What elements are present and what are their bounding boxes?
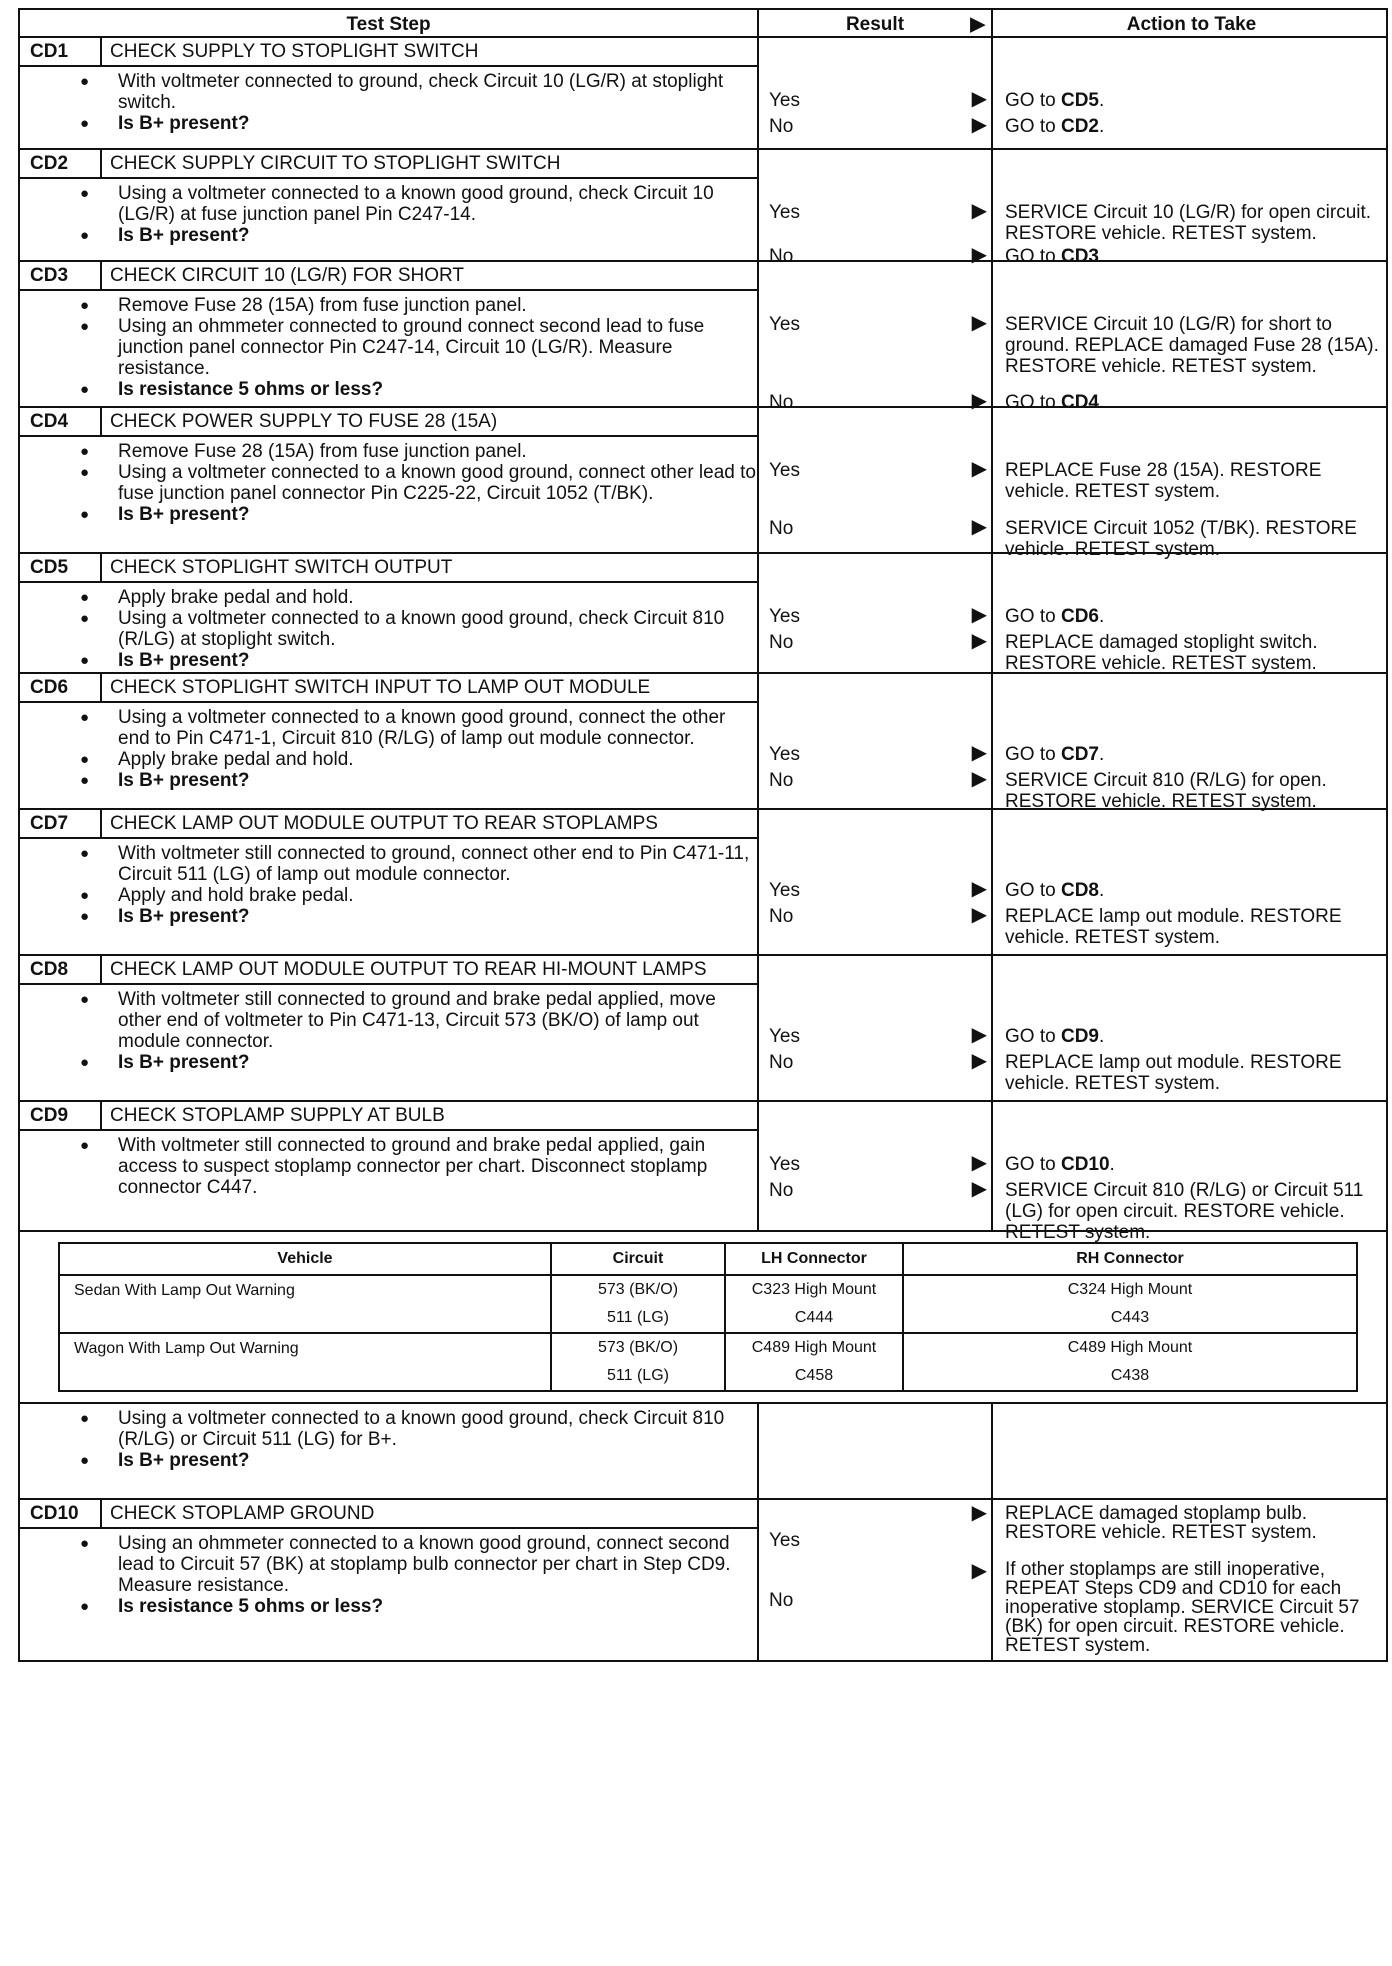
step-action-col bbox=[993, 150, 1390, 267]
step-bullets bbox=[20, 583, 757, 673]
circuit-cell bbox=[551, 1275, 725, 1333]
lh-connector-cell bbox=[725, 1275, 903, 1333]
rh-connector-cell bbox=[903, 1275, 1357, 1333]
arrow-icon: ▶ bbox=[971, 604, 987, 626]
arrow-icon: ▶ bbox=[971, 114, 987, 136]
action-post: . bbox=[1098, 606, 1105, 627]
action-text bbox=[1005, 90, 1384, 111]
bullet-question: ● Is resistance 5 ohms or less? bbox=[80, 1596, 757, 1617]
rh-connector-cell-line: C438 bbox=[1110, 1367, 1150, 1384]
step-text-col bbox=[20, 408, 759, 552]
action-text bbox=[1005, 906, 1384, 948]
action-text bbox=[1005, 116, 1384, 137]
step-id: CD5 bbox=[20, 554, 102, 581]
step-result-col bbox=[759, 554, 993, 673]
result-yes: Yes bbox=[769, 880, 800, 901]
step-result-col bbox=[759, 1500, 993, 1660]
step-title-row bbox=[20, 674, 757, 703]
step-id: CD7 bbox=[20, 810, 102, 837]
step-text-col bbox=[20, 150, 759, 260]
step-action-col bbox=[993, 956, 1390, 1100]
action-step-ref: CD3 bbox=[1060, 246, 1099, 267]
arrow-icon: ▶ bbox=[971, 1502, 987, 1524]
bullet-item: ● Using a voltmeter connected to a known good ground, check Circuit 810 (R/LG) at stoplight switch. bbox=[80, 608, 757, 650]
step-id: CD10 bbox=[20, 1500, 102, 1527]
action-text: If other stoplamps are still inoperative, REPEAT Steps CD9 and CD10 for each inoperative stoplamp. SERVICE Circuit 57 (BK) for open circuit. RESTORE vehicle. RETEST system. bbox=[1005, 1559, 1360, 1656]
arrow-icon: ▶ bbox=[971, 878, 987, 900]
result-yes: Yes bbox=[769, 460, 800, 481]
action-post: . bbox=[1098, 392, 1105, 413]
result-no: No bbox=[769, 1052, 794, 1073]
bullet-item: ● Using a voltmeter connected to a known good ground, connect other lead to fuse junction panel connector Pin C225-22, Circuit 1052 (T/BK). bbox=[80, 462, 757, 504]
arrow-icon: ▶ bbox=[971, 458, 987, 480]
bullet-question: ● Is B+ present? bbox=[80, 906, 757, 927]
step-action-col bbox=[993, 674, 1390, 812]
arrow-icon: ▶ bbox=[971, 630, 987, 652]
result-yes: Yes bbox=[769, 90, 800, 111]
cd9-cont-result-col bbox=[759, 1404, 993, 1498]
step-id: CD9 bbox=[20, 1102, 102, 1129]
action-pre: GO to bbox=[1005, 392, 1061, 413]
bullet-item: ● Using a voltmeter connected to a known good ground, check Circuit 10 (LG/R) at fuse junction panel Pin C247-14. bbox=[80, 183, 757, 225]
action-post: . bbox=[1098, 90, 1105, 111]
step-bullets bbox=[20, 1131, 757, 1200]
step-bullets bbox=[20, 985, 757, 1075]
action-text bbox=[1005, 606, 1384, 627]
action-pre: REPLACE lamp out module. RESTORE vehicle. RETEST system. bbox=[1005, 1052, 1342, 1094]
step-action-col bbox=[993, 408, 1390, 560]
action-post: . bbox=[1098, 246, 1105, 267]
step-title-row bbox=[20, 1102, 757, 1131]
action-text bbox=[1005, 1052, 1384, 1094]
arrow-icon: ▶ bbox=[971, 1024, 987, 1046]
result-yes: Yes bbox=[769, 606, 800, 627]
bullet-item: ● Using an ohmmeter connected to ground connect second lead to fuse junction panel connector Pin C247-14, Circuit 10 (LG/R). Measure resistance. bbox=[80, 316, 757, 379]
lh-connector-cell-line: C444 bbox=[794, 1309, 834, 1326]
result-no: No bbox=[769, 1180, 794, 1201]
step-result-col bbox=[759, 810, 993, 954]
arrow-icon: ▶ bbox=[971, 1152, 987, 1174]
action-text: REPLACE damaged stoplamp bulb. RESTORE vehicle. RETEST system. bbox=[1005, 1503, 1317, 1543]
action-post: . bbox=[1098, 880, 1105, 901]
lh-connector-cell bbox=[725, 1333, 903, 1391]
action-step-ref: CD8 bbox=[1060, 880, 1099, 901]
table-header bbox=[18, 8, 1388, 38]
step-cd10-wrapper bbox=[18, 1500, 1388, 1662]
vehicle-table-section bbox=[18, 1232, 1388, 1404]
header-action: Action to Take bbox=[1126, 14, 1257, 35]
result-yes: Yes bbox=[769, 1026, 800, 1047]
action-pre: SERVICE Circuit 810 (R/LG) or Circuit 511 (LG) for open circuit. RESTORE vehicle. RETEST system. bbox=[1005, 1180, 1364, 1243]
step-title-row bbox=[20, 38, 757, 67]
bullet-item: ● Using a voltmeter connected to a known good ground, connect the other end to Pin C471-1, Circuit 810 (R/LG) of lamp out module connector. bbox=[80, 707, 757, 749]
bullet-item: ● Apply brake pedal and hold. bbox=[80, 749, 757, 770]
step-title: CHECK POWER SUPPLY TO FUSE 28 (15A) bbox=[110, 411, 498, 432]
bullet-question: ● Is B+ present? bbox=[80, 113, 757, 134]
step-title: CHECK STOPLAMP SUPPLY AT BULB bbox=[110, 1105, 445, 1126]
step-id: CD8 bbox=[20, 956, 102, 983]
action-step-ref: CD2 bbox=[1060, 116, 1099, 137]
action-step-ref: CD7 bbox=[1060, 744, 1099, 765]
bullet-item: ● With voltmeter connected to ground, check Circuit 10 (LG/R) at stoplight switch. bbox=[80, 71, 757, 113]
vehicle-table-header-row bbox=[59, 1243, 1357, 1275]
action-pre: SERVICE Circuit 810 (R/LG) for open. RESTORE vehicle. RETEST system. bbox=[1005, 770, 1327, 812]
result-no: No bbox=[769, 518, 794, 539]
step-result-col bbox=[759, 674, 993, 808]
step-title: CHECK SUPPLY CIRCUIT TO STOPLIGHT SWITCH bbox=[110, 153, 561, 174]
step-action-col bbox=[993, 262, 1390, 413]
action-pre: REPLACE lamp out module. RESTORE vehicle. RETEST system. bbox=[1005, 906, 1342, 948]
step-title-row bbox=[20, 810, 757, 839]
step-text-col bbox=[20, 262, 759, 406]
step-id: CD2 bbox=[20, 150, 102, 177]
circuit-cell-line: 511 (LG) bbox=[607, 1367, 669, 1384]
step-title: CHECK LAMP OUT MODULE OUTPUT TO REAR HI-MOUNT LAMPS bbox=[110, 959, 707, 980]
step-result-col bbox=[759, 38, 993, 148]
step-title: CHECK STOPLAMP GROUND bbox=[110, 1503, 375, 1524]
action-pre: SERVICE Circuit 10 (LG/R) for short to ground. REPLACE damaged Fuse 28 (15A). RESTORE vehicle. RETEST system. bbox=[1005, 314, 1379, 377]
table-row bbox=[59, 1333, 1357, 1391]
step-result-col bbox=[759, 408, 993, 552]
vehicle-name: Wagon With Lamp Out Warning bbox=[59, 1333, 551, 1391]
action-step-ref: CD5 bbox=[1060, 90, 1099, 111]
steps-container bbox=[18, 38, 1388, 1243]
circuit-cell bbox=[551, 1333, 725, 1391]
rh-connector-cell-line: C324 High Mount bbox=[1067, 1281, 1193, 1298]
step-id: CD6 bbox=[20, 674, 102, 701]
vehicle-table-body bbox=[59, 1275, 1357, 1391]
action-text bbox=[1005, 744, 1384, 765]
step-text-col bbox=[20, 38, 759, 148]
action-text bbox=[1005, 314, 1384, 377]
step-title: CHECK STOPLIGHT SWITCH INPUT TO LAMP OUT MODULE bbox=[110, 677, 651, 698]
action-pre: GO to bbox=[1005, 744, 1061, 765]
rh-connector-cell-line: C443 bbox=[1110, 1309, 1150, 1326]
bullet-question: ● Is B+ present? bbox=[80, 504, 757, 525]
result-no: No bbox=[769, 246, 794, 267]
step-action-col bbox=[993, 1102, 1390, 1243]
action-text bbox=[1005, 880, 1384, 901]
action-text bbox=[1005, 1180, 1384, 1243]
bullet-item: ● Apply and hold brake pedal. bbox=[80, 885, 757, 906]
step-cd8 bbox=[18, 956, 1388, 1102]
rh-connector-cell-line: C489 High Mount bbox=[1067, 1339, 1193, 1356]
action-text bbox=[1005, 460, 1384, 502]
col-rh-header: RH Connector bbox=[903, 1243, 1357, 1275]
step-title-row bbox=[20, 956, 757, 985]
step-result-col bbox=[759, 150, 993, 267]
bullet-question: ● Is B+ present? bbox=[80, 650, 757, 671]
step-bullets bbox=[20, 703, 757, 793]
circuit-cell-line: 573 (BK/O) bbox=[597, 1339, 679, 1356]
step-id: CD1 bbox=[20, 38, 102, 65]
step-cd4 bbox=[18, 408, 1388, 560]
arrow-icon: ▶ bbox=[970, 14, 985, 35]
action-pre: SERVICE Circuit 10 (LG/R) for open circuit. RESTORE vehicle. RETEST system. bbox=[1005, 202, 1372, 244]
step-bullets bbox=[20, 1529, 757, 1619]
step-text-col bbox=[20, 554, 759, 673]
step-action-col bbox=[993, 554, 1390, 673]
action-pre: SERVICE Circuit 1052 (T/BK). RESTORE vehicle. RETEST system. bbox=[1005, 518, 1357, 560]
action-pre: GO to bbox=[1005, 246, 1061, 267]
step-cd3 bbox=[18, 262, 1388, 413]
step-text-col bbox=[20, 1102, 759, 1230]
step-cd10 bbox=[18, 1500, 1388, 1662]
arrow-icon: ▶ bbox=[971, 244, 987, 266]
action-pre: GO to bbox=[1005, 1154, 1061, 1175]
circuit-cell-line: 511 (LG) bbox=[607, 1309, 669, 1326]
arrow-icon: ▶ bbox=[971, 88, 987, 110]
step-action-col bbox=[993, 1500, 1390, 1660]
step-title-row bbox=[20, 262, 757, 291]
step-bullets bbox=[20, 67, 757, 136]
step-action-col bbox=[993, 810, 1390, 954]
step-cd2 bbox=[18, 150, 1388, 267]
step-text-col bbox=[20, 810, 759, 954]
result-yes: Yes bbox=[769, 1154, 800, 1175]
action-pre: GO to bbox=[1005, 90, 1061, 111]
step-title: CHECK STOPLIGHT SWITCH OUTPUT bbox=[110, 557, 453, 578]
step-title-row bbox=[20, 554, 757, 583]
action-pre: GO to bbox=[1005, 1026, 1061, 1047]
arrow-icon: ▶ bbox=[971, 768, 987, 790]
result-no: No bbox=[769, 770, 794, 791]
bullet-item: ● With voltmeter still connected to ground, connect other end to Pin C471-11, Circuit 511 (LG) of lamp out module connector. bbox=[80, 843, 757, 885]
step-action-col bbox=[993, 38, 1390, 148]
header-test-step: Test Step bbox=[20, 10, 759, 40]
step-title-row bbox=[20, 150, 757, 179]
cd9-cont-bullets bbox=[20, 1404, 757, 1473]
step-cd1 bbox=[18, 38, 1388, 150]
result-no: No bbox=[769, 392, 794, 413]
action-step-ref: CD6 bbox=[1060, 606, 1099, 627]
action-post: . bbox=[1109, 1154, 1115, 1175]
lh-connector-cell-line: C458 bbox=[794, 1367, 834, 1384]
bullet-question: ● Is resistance 5 ohms or less? bbox=[80, 379, 757, 400]
step-bullets bbox=[20, 839, 757, 929]
action-text bbox=[1005, 770, 1384, 812]
arrow-icon: ▶ bbox=[971, 390, 987, 412]
arrow-icon: ▶ bbox=[971, 1050, 987, 1072]
step-title: CHECK LAMP OUT MODULE OUTPUT TO REAR STOPLAMPS bbox=[110, 813, 658, 834]
result-yes: Yes bbox=[769, 1530, 800, 1551]
diagnostic-chart bbox=[18, 8, 1388, 1662]
rh-connector-cell bbox=[903, 1333, 1357, 1391]
step-result-col bbox=[759, 956, 993, 1100]
action-post: . bbox=[1098, 744, 1105, 765]
result-no: No bbox=[769, 906, 794, 927]
step-cd9-continued bbox=[18, 1404, 1388, 1500]
arrow-icon: ▶ bbox=[971, 1560, 987, 1582]
action-pre: GO to bbox=[1005, 116, 1061, 137]
col-vehicle-header: Vehicle bbox=[59, 1243, 551, 1275]
bullet-question: ● Is B+ present? bbox=[80, 225, 757, 246]
step-cd7 bbox=[18, 810, 1388, 956]
table-row bbox=[59, 1275, 1357, 1333]
step-bullets bbox=[20, 179, 757, 248]
action-step-ref: CD9 bbox=[1060, 1026, 1099, 1047]
cd9-cont-action-col bbox=[993, 1404, 1390, 1498]
result-no: No bbox=[769, 116, 794, 137]
action-pre: REPLACE Fuse 28 (15A). RESTORE vehicle. RETEST system. bbox=[1005, 460, 1322, 502]
arrow-icon: ▶ bbox=[971, 312, 987, 334]
step-title: CHECK CIRCUIT 10 (LG/R) FOR SHORT bbox=[110, 265, 465, 286]
col-lh-header: LH Connector bbox=[725, 1243, 903, 1275]
step-result-col bbox=[759, 1102, 993, 1230]
lh-connector-cell-line: C489 High Mount bbox=[751, 1339, 877, 1356]
action-pre: GO to bbox=[1005, 606, 1061, 627]
col-circuit-header: Circuit bbox=[551, 1243, 725, 1275]
circuit-cell-line: 573 (BK/O) bbox=[597, 1281, 679, 1298]
action-pre: GO to bbox=[1005, 880, 1061, 901]
step-cd6 bbox=[18, 674, 1388, 810]
step-text-col bbox=[20, 1500, 759, 1660]
arrow-icon: ▶ bbox=[971, 200, 987, 222]
step-bullets bbox=[20, 437, 757, 527]
result-yes: Yes bbox=[769, 314, 800, 335]
action-step-ref: CD10 bbox=[1060, 1154, 1110, 1175]
vehicle-name: Sedan With Lamp Out Warning bbox=[59, 1275, 551, 1333]
step-title-row bbox=[20, 408, 757, 437]
step-text-col bbox=[20, 674, 759, 808]
bullet-question: ● Is B+ present? bbox=[80, 1052, 757, 1073]
arrow-icon: ▶ bbox=[971, 516, 987, 538]
action-post: . bbox=[1098, 116, 1105, 137]
arrow-icon: ▶ bbox=[971, 904, 987, 926]
step-id: CD3 bbox=[20, 262, 102, 289]
lh-connector-cell-line: C323 High Mount bbox=[751, 1281, 877, 1298]
bullet-question: ● Is B+ present? bbox=[80, 770, 757, 791]
cd9-cont-text bbox=[20, 1404, 759, 1498]
step-bullets bbox=[20, 291, 757, 402]
bullet-item: ● With voltmeter still connected to ground and brake pedal applied, gain access to suspect stoplamp connector per chart. Disconnect stoplamp connector C447. bbox=[80, 1135, 757, 1198]
arrow-icon: ▶ bbox=[971, 1178, 987, 1200]
step-result-col bbox=[759, 262, 993, 413]
action-post: . bbox=[1098, 1026, 1105, 1047]
result-no: No bbox=[769, 632, 794, 653]
step-cd5 bbox=[18, 554, 1388, 674]
action-text bbox=[1005, 632, 1384, 674]
step-cd9 bbox=[18, 1102, 1388, 1243]
result-yes: Yes bbox=[769, 744, 800, 765]
bullet-question: ● Is B+ present? bbox=[80, 1450, 757, 1471]
header-result bbox=[759, 10, 993, 40]
action-pre: REPLACE damaged stoplight switch. RESTORE vehicle. RETEST system. bbox=[1005, 632, 1318, 674]
bullet-item: ● With voltmeter still connected to ground and brake pedal applied, move other end of voltmeter to Pin C471-13, Circuit 573 (BK/O) of lamp out module connector. bbox=[80, 989, 757, 1052]
action-text bbox=[1005, 202, 1384, 244]
vehicle-table bbox=[58, 1242, 1358, 1392]
bullet-item: ● Apply brake pedal and hold. bbox=[80, 587, 757, 608]
action-step-ref: CD4 bbox=[1060, 392, 1099, 413]
bullet-item: ● Using an ohmmeter connected to a known good ground, connect second lead to Circuit 57 (BK) at stoplamp bulb connector per chart in Step CD9. Measure resistance. bbox=[80, 1533, 757, 1596]
bullet-item: ● Using a voltmeter connected to a known good ground, check Circuit 810 (R/LG) or Circuit 511 (LG) for B+. bbox=[80, 1408, 757, 1450]
step-id: CD4 bbox=[20, 408, 102, 435]
action-text bbox=[1005, 1154, 1384, 1175]
arrow-icon: ▶ bbox=[971, 742, 987, 764]
step-text-col bbox=[20, 956, 759, 1100]
result-yes: Yes bbox=[769, 202, 800, 223]
bullet-item: ● Remove Fuse 28 (15A) from fuse junction panel. bbox=[80, 295, 757, 316]
result-no: No bbox=[769, 1590, 794, 1611]
bullet-item: ● Remove Fuse 28 (15A) from fuse junction panel. bbox=[80, 441, 757, 462]
header-result-label: Result bbox=[845, 14, 905, 35]
action-text bbox=[1005, 1026, 1384, 1047]
step-title: CHECK SUPPLY TO STOPLIGHT SWITCH bbox=[110, 41, 479, 62]
step-title-row bbox=[20, 1500, 757, 1529]
